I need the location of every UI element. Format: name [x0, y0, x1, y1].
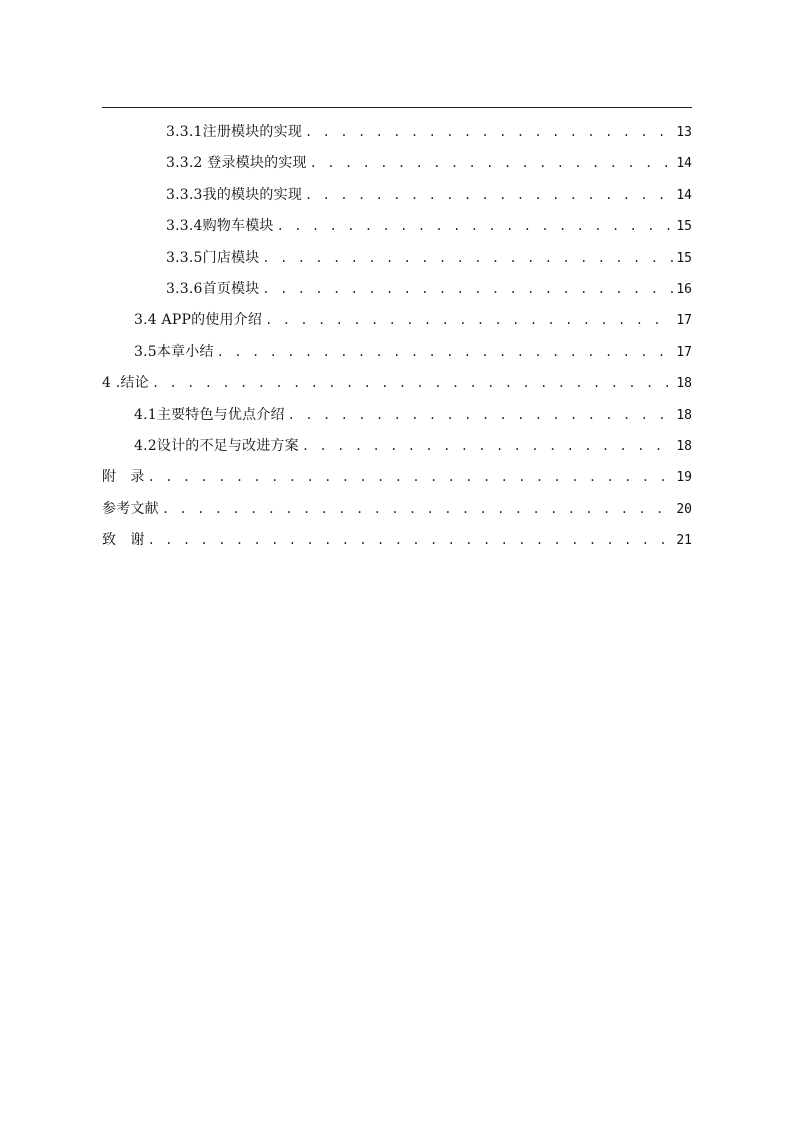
toc-entry[interactable] — [102, 337, 692, 368]
toc-entry-title: 参考文献 — [102, 500, 159, 517]
toc-entry[interactable] — [102, 274, 692, 305]
toc-page-number: 18 — [676, 438, 692, 454]
toc-dot-leader — [310, 148, 673, 179]
toc-entry[interactable] — [102, 180, 692, 211]
toc-page-number: 16 — [676, 281, 692, 297]
toc-entry[interactable] — [102, 117, 692, 148]
toc-dot-leader — [217, 337, 673, 368]
toc-entry[interactable] — [102, 148, 692, 179]
toc-dot-leader — [302, 431, 673, 462]
toc-page-number: 15 — [676, 219, 692, 235]
toc-entry-title: 致 谢 — [102, 532, 145, 549]
toc-dot-leader — [152, 368, 673, 399]
toc-dot-leader — [148, 462, 673, 493]
toc-entry[interactable] — [102, 305, 692, 336]
toc-page-number: 19 — [676, 470, 692, 486]
toc-entry[interactable] — [102, 494, 692, 525]
toc-entry[interactable] — [102, 525, 692, 556]
toc-entry[interactable] — [102, 431, 692, 462]
toc-entry[interactable] — [102, 211, 692, 242]
toc-entry-title: 3.3.4购物车模块 — [166, 218, 274, 235]
toc-page-number: 21 — [676, 533, 692, 549]
toc-entry[interactable] — [102, 368, 692, 399]
toc-entry[interactable] — [102, 400, 692, 431]
header-rule — [102, 107, 692, 108]
toc-page-number: 14 — [676, 187, 692, 203]
toc-page-number: 20 — [676, 501, 692, 517]
toc-dot-leader — [262, 243, 673, 274]
toc-page-number: 18 — [676, 407, 692, 423]
toc-entry-title: 3.3.1注册模块的实现 — [166, 124, 303, 140]
toc-page-number: 14 — [676, 156, 692, 172]
toc-entry[interactable] — [102, 462, 692, 493]
toc-entry-title: 3.3.3我的模块的实现 — [166, 186, 303, 203]
toc-page-number: 13 — [676, 125, 692, 140]
table-of-contents — [102, 117, 692, 556]
toc-entry-title: 3.3.6首页模块 — [166, 280, 260, 297]
toc-entry-title: 3.3.2 登录模块的实现 — [166, 155, 307, 172]
toc-page-number: 15 — [676, 250, 692, 266]
toc-page-number: 17 — [676, 344, 692, 360]
toc-entry-title: 4.2设计的不足与改进方案 — [134, 437, 299, 454]
toc-entry-title: 4.1主要特色与优点介绍 — [134, 406, 285, 423]
toc-dot-leader — [265, 305, 673, 336]
toc-entry-title: 3.4 APP的使用介绍 — [134, 312, 263, 329]
toc-entry-title: 3.3.5门店模块 — [166, 249, 260, 266]
toc-dot-leader — [277, 211, 673, 242]
toc-entry[interactable] — [102, 243, 692, 274]
toc-entry-title: 附 录 — [102, 469, 145, 486]
toc-entry-title: 3.5本章小结 — [134, 343, 214, 360]
toc-page-number: 18 — [676, 376, 692, 392]
toc-dot-leader — [148, 525, 673, 556]
toc-dot-leader — [262, 274, 673, 305]
toc-dot-leader — [162, 494, 673, 525]
toc-dot-leader — [288, 400, 673, 431]
toc-page-number: 17 — [676, 313, 692, 329]
toc-dot-leader — [305, 117, 673, 148]
toc-dot-leader — [305, 180, 673, 211]
toc-entry-title: 4 .结论 — [102, 375, 149, 392]
